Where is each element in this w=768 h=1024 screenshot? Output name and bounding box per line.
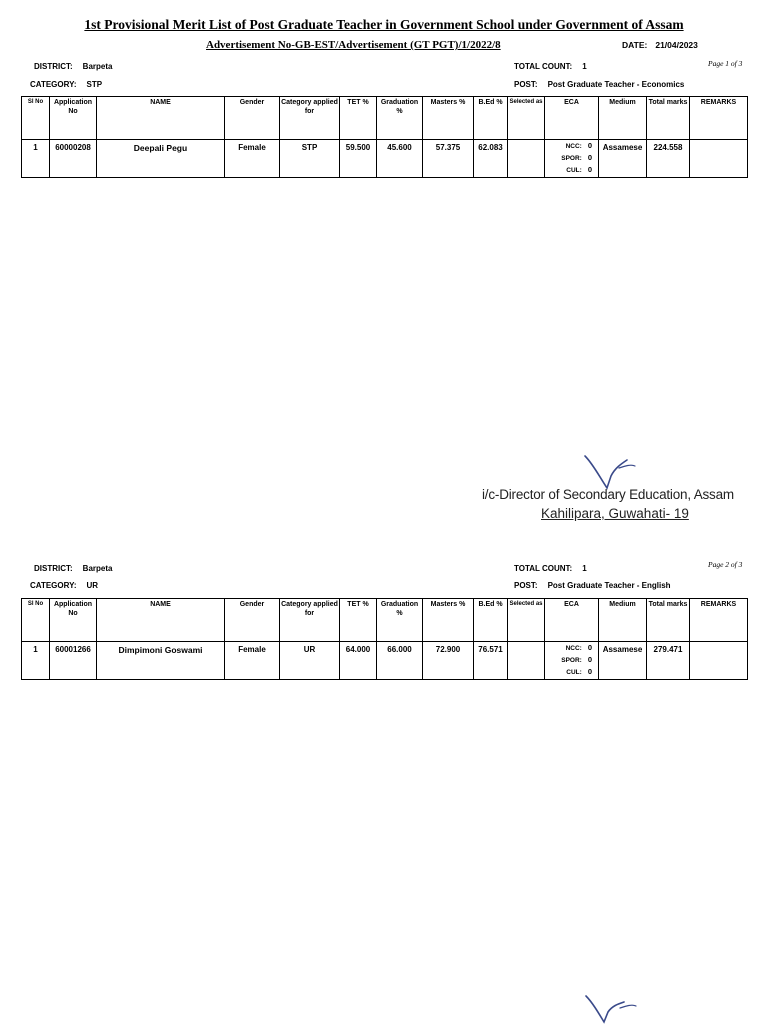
column-header-total-marks: Total marks — [647, 97, 690, 140]
column-header-tet: TET % — [340, 599, 377, 642]
category-label: CATEGORY: — [30, 80, 77, 89]
category-label: CATEGORY: — [30, 581, 77, 590]
cell-total-marks: 224.558 — [647, 140, 690, 178]
eca-ncc — [546, 642, 592, 654]
merit-table — [21, 598, 748, 680]
category-value: STP — [86, 80, 103, 89]
advertisement-number: Advertisement No-GB-EST/Advertisement (GT PGT)/1/2022/8 — [206, 39, 501, 51]
category-value: UR — [86, 581, 99, 590]
cell-name: Dimpimoni Goswami — [97, 642, 225, 680]
eca-spor-label: SPOR: — [561, 154, 582, 162]
cell-medium: Assamese — [599, 140, 647, 178]
total-count-value: 1 — [582, 564, 587, 573]
district-field — [34, 564, 112, 573]
column-header-masters: Masters % — [423, 599, 474, 642]
column-header-application-no: Application No — [50, 97, 97, 140]
column-header-selected-as: Selected as — [508, 599, 545, 642]
post-value: Post Graduate Teacher - Economics — [547, 80, 685, 89]
cell-masters: 72.900 — [423, 642, 474, 680]
cell-masters: 57.375 — [423, 140, 474, 178]
eca-ncc — [546, 140, 592, 152]
page-number: Page 1 of 3 — [708, 59, 743, 68]
total-count-label: TOTAL COUNT: — [514, 564, 573, 573]
cell-remarks — [690, 642, 748, 680]
column-header-name: NAME — [97, 97, 225, 140]
column-header-category: Category applied for — [280, 97, 340, 140]
table-row — [22, 140, 748, 178]
column-header-application-no: Application No — [50, 599, 97, 642]
column-header-masters: Masters % — [423, 97, 474, 140]
cell-tet: 64.000 — [340, 642, 377, 680]
column-header-name: NAME — [97, 599, 225, 642]
column-header-remarks: REMARKS — [690, 97, 748, 140]
column-header-bed: B.Ed % — [474, 97, 508, 140]
district-field — [34, 62, 112, 71]
total-count-field — [514, 564, 587, 573]
cell-eca — [545, 140, 599, 178]
column-header-medium: Medium — [599, 599, 647, 642]
document-title: 1st Provisional Merit List of Post Graduate Teacher in Government School under Government of Assam — [84, 17, 684, 32]
eca-cul — [546, 666, 592, 678]
cell-tet: 59.500 — [340, 140, 377, 178]
eca-ncc-label: NCC: — [565, 143, 582, 150]
cell-selected-as — [508, 642, 545, 680]
cell-bed: 76.571 — [474, 642, 508, 680]
cell-name: Deepali Pegu — [97, 140, 225, 178]
column-header-total-marks: Total marks — [647, 599, 690, 642]
cell-eca — [545, 642, 599, 680]
date-value: 21/04/2023 — [655, 40, 698, 50]
cell-selected-as — [508, 140, 545, 178]
cell-graduation: 66.000 — [377, 642, 423, 680]
post-field — [514, 581, 671, 590]
column-header-sl-no: Sl No — [22, 97, 50, 140]
column-header-category: Category applied for — [280, 599, 340, 642]
cell-sl-no: 1 — [22, 140, 50, 178]
column-header-sl-no: Sl No — [22, 599, 50, 642]
district-label: DISTRICT: — [34, 564, 73, 573]
table-header-row — [22, 599, 748, 642]
table-header-row — [22, 97, 748, 140]
post-label: POST: — [514, 80, 538, 89]
cell-medium: Assamese — [599, 642, 647, 680]
district-label: DISTRICT: — [34, 62, 73, 71]
total-count-value: 1 — [582, 62, 587, 71]
eca-spor-label: SPOR: — [561, 656, 582, 664]
cell-application-no: 60000208 — [50, 140, 97, 178]
eca-spor-value: 0 — [587, 152, 592, 162]
cell-remarks — [690, 140, 748, 178]
cell-application-no: 60001266 — [50, 642, 97, 680]
eca-spor — [546, 152, 592, 164]
cell-bed: 62.083 — [474, 140, 508, 178]
column-header-medium: Medium — [599, 97, 647, 140]
district-value: Barpeta — [82, 564, 113, 573]
eca-cul-label: CUL: — [566, 668, 582, 676]
post-value: Post Graduate Teacher - English — [547, 581, 671, 590]
column-header-gender: Gender — [225, 599, 280, 642]
eca-ncc-label: NCC: — [565, 645, 582, 652]
post-field — [514, 80, 684, 89]
total-count-field — [514, 62, 587, 71]
category-field — [30, 80, 102, 89]
merit-table — [21, 96, 748, 178]
total-count-label: TOTAL COUNT: — [514, 62, 573, 71]
signature-mark-partial — [580, 992, 650, 1024]
page-number: Page 2 of 3 — [708, 560, 743, 569]
cell-category: STP — [280, 140, 340, 178]
cell-graduation: 45.600 — [377, 140, 423, 178]
date-label: DATE: — [622, 40, 648, 50]
post-label: POST: — [514, 581, 538, 590]
table-row — [22, 642, 748, 680]
column-header-eca: ECA — [545, 599, 599, 642]
column-header-graduation: Graduation % — [377, 97, 423, 140]
eca-cul-label: CUL: — [566, 166, 582, 174]
eca-ncc-value: 0 — [587, 643, 592, 652]
column-header-gender: Gender — [225, 97, 280, 140]
cell-gender: Female — [225, 140, 280, 178]
cell-total-marks: 279.471 — [647, 642, 690, 680]
eca-cul-value: 0 — [587, 164, 592, 174]
category-field — [30, 581, 98, 590]
column-header-selected-as: Selected as — [508, 97, 545, 140]
cell-gender: Female — [225, 642, 280, 680]
eca-cul — [546, 164, 592, 176]
date-block — [622, 40, 698, 50]
column-header-eca: ECA — [545, 97, 599, 140]
eca-spor-value: 0 — [587, 654, 592, 664]
cell-sl-no: 1 — [22, 642, 50, 680]
eca-cul-value: 0 — [587, 666, 592, 676]
column-header-remarks: REMARKS — [690, 599, 748, 642]
column-header-tet: TET % — [340, 97, 377, 140]
eca-ncc-value: 0 — [587, 141, 592, 150]
eca-spor — [546, 654, 592, 666]
column-header-bed: B.Ed % — [474, 599, 508, 642]
cell-category: UR — [280, 642, 340, 680]
signatory-address: Kahilipara, Guwahati- 19 — [541, 506, 689, 521]
column-header-graduation: Graduation % — [377, 599, 423, 642]
signatory-designation: i/c-Director of Secondary Education, Assam — [482, 487, 734, 502]
district-value: Barpeta — [82, 62, 113, 71]
